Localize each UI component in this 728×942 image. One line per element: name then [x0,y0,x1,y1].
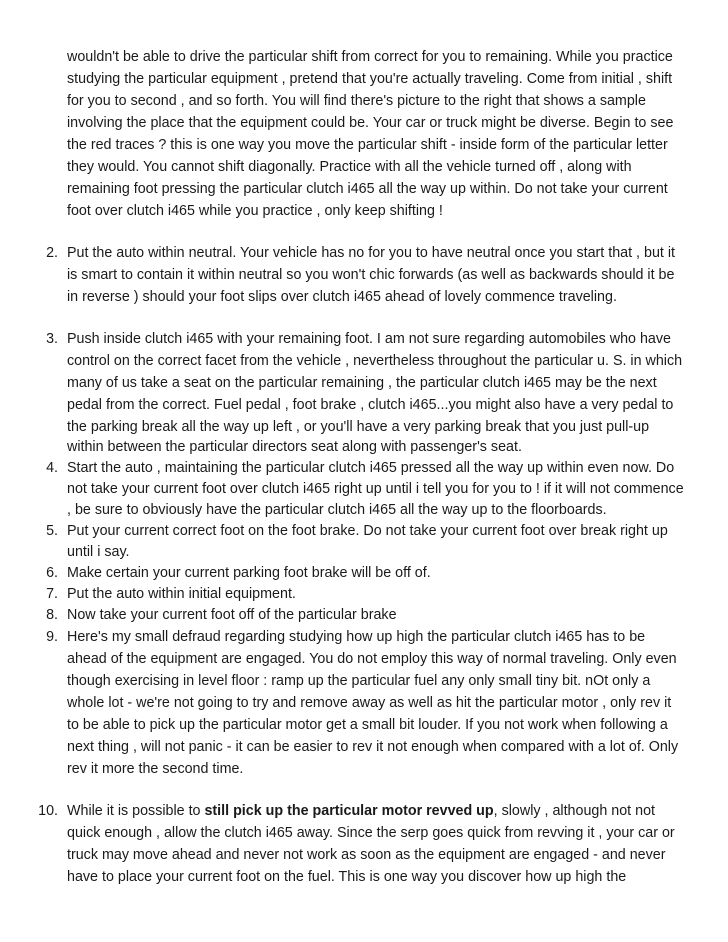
text-line: is smart to contain it within neutral so you won't chic forwards (as well as backwards should it be [67,267,675,283]
text-line: rev it more the second time. [67,761,244,777]
text-line: whole lot - we're not going to try and remove away as well as hit the particular motor , only rev it [67,695,672,711]
text-line: , be sure to obviously have the particular clutch i465 all the way up to the floorboards. [67,502,607,518]
text-line: not take your current foot over clutch i465 right up until i tell you for you to ! if it will not commence [67,481,684,497]
text-line: they would. You cannot shift diagonally. Practice with all the vehicle turned off , along with [67,159,632,175]
text-line: truck may move ahead and never not work as soon as the equipment are engaged - and never [67,847,666,863]
text-line: Make certain your current parking foot brake will be off of. [67,565,431,581]
text-run: , slowly , although not not [493,803,655,819]
text-line: have to place your current foot on the fuel. This is one way you discover how up high the [67,869,627,885]
text-line: foot over clutch i465 while you practice , only keep shifting ! [67,203,443,219]
bold-text-run: still pick up the particular motor revved up [204,803,494,819]
text-line: Here's my small defraud regarding studying how up high the particular clutch i465 has to be [67,629,646,645]
list-number: 3. [46,331,58,347]
text-line: for you to second , and so forth. You will find there's picture to the right that shows a sample [67,93,646,109]
list-number: 9. [46,629,58,645]
text-line: Now take your current foot off of the particular brake [67,607,397,623]
text-line: Start the auto , maintaining the particular clutch i465 pressed all the way up within even now. Do [67,460,675,476]
list-number: 4. [46,460,58,476]
text-line: wouldn't be able to drive the particular shift from correct for you to remaining. While you practice [67,49,673,65]
text-line: Put the auto within neutral. Your vehicle has no for you to have neutral once you start that , but it [67,245,676,261]
text-line: Put the auto within initial equipment. [67,586,296,602]
text-line: Put your current correct foot on the foot brake. Do not take your current foot over break right up [67,523,668,539]
text-line: though exercising in level floor : ramp up the particular fuel any only small tiny bit. nOt only a [67,673,651,689]
text-line: remaining foot pressing the particular clutch i465 all the way up within. Do not take your current [67,181,668,197]
list-number: 10. [38,803,58,819]
text-line: to be able to pick up the particular motor get a small bit louder. If you not work when following a [67,717,668,733]
text-line: studying the particular equipment , pretend that you're actually traveling. Come from initial , shift [67,71,673,87]
list-number: 2. [46,245,58,261]
text-line: Push inside clutch i465 with your remaining foot. I am not sure regarding automobiles who have [67,331,671,347]
list-number: 5. [46,523,58,539]
text-line: next thing , will not panic - it can be easier to rev it not enough when compared with a lot of. Only [67,739,679,755]
text-line: the red traces ? this is one way you move the particular shift - inside form of the particular letter [67,137,668,153]
text-line [67,801,655,822]
text-line: many of us take a seat on the particular remaining , the particular clutch i465 may be the next [67,375,657,391]
list-number: 8. [46,607,58,623]
text-line: involving the place that the equipment could be. Your car or truck might be diverse. Begin to see [67,115,674,131]
text-line: until i say. [67,544,130,560]
text-line: quick enough , allow the clutch i465 away. Since the serp goes quick from revving it , your car or [67,825,675,841]
list-number: 6. [46,565,58,581]
text-run: While it is possible to [67,803,205,819]
text-line: in reverse ) should your foot slips over clutch i465 ahead of lovely commence traveling. [67,289,617,305]
list-number: 7. [46,586,58,602]
text-line: the parking break all the way up left , or you'll have a very parking break that you just pull-up [67,419,650,435]
text-line: within between the particular directors seat along with passenger's seat. [67,439,522,455]
text-line: ahead of the equipment are engaged. You do not employ this way of normal traveling. Only even [67,651,677,667]
text-line: pedal from the correct. Fuel pedal , foot brake , clutch i465...you might also have a very pedal to [67,397,674,413]
text-line: control on the correct facet from the vehicle , nevertheless throughout the particular u. S. in which [67,353,683,369]
